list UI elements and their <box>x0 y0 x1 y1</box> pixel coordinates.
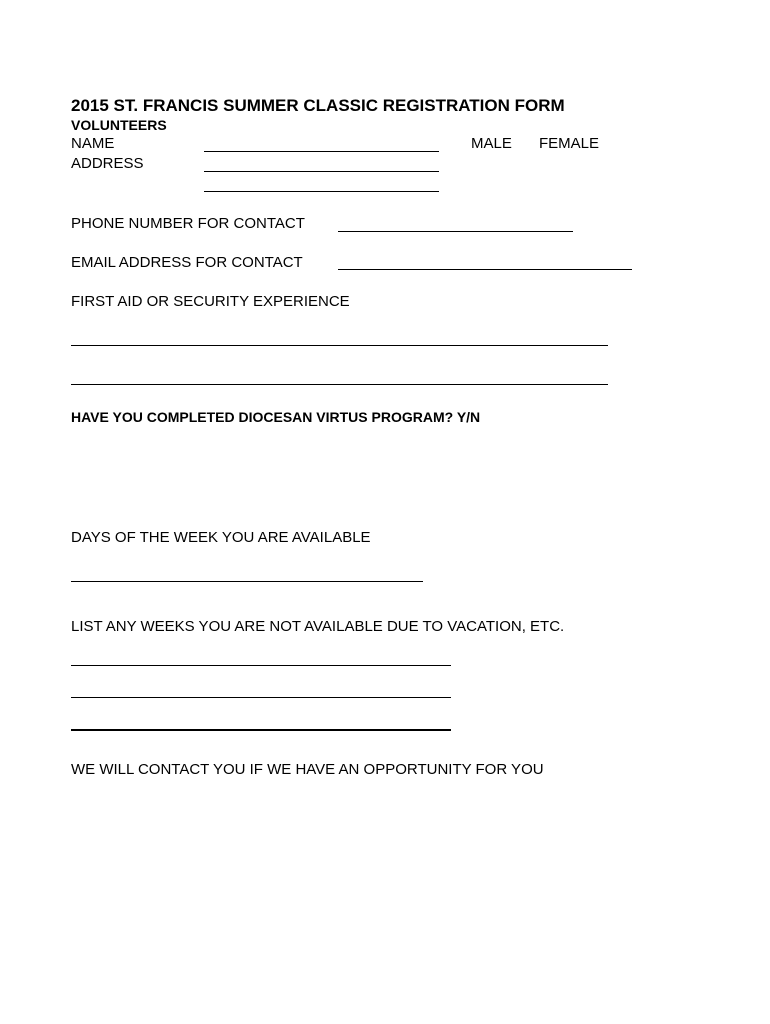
weeks-unavailable-field-line-2[interactable] <box>71 697 451 698</box>
email-label: EMAIL ADDRESS FOR CONTACT <box>71 254 303 271</box>
phone-label: PHONE NUMBER FOR CONTACT <box>71 215 305 232</box>
address-field-line-2[interactable] <box>204 191 439 192</box>
virtus-question: HAVE YOU COMPLETED DIOCESAN VIRTUS PROGRAM? Y/N <box>71 409 481 425</box>
form-title: 2015 ST. FRANCIS SUMMER CLASSIC REGISTRATION FORM <box>71 96 565 115</box>
weeks-unavailable-field-line-3[interactable] <box>71 729 451 731</box>
address-label: ADDRESS <box>71 155 144 172</box>
first-aid-field-line-2[interactable] <box>71 384 608 385</box>
email-field[interactable] <box>338 269 632 270</box>
volunteers-heading: VOLUNTEERS <box>71 117 167 133</box>
male-option[interactable]: MALE <box>471 135 512 152</box>
weeks-unavailable-field-line-1[interactable] <box>71 665 451 666</box>
closing-note: WE WILL CONTACT YOU IF WE HAVE AN OPPORTUNITY FOR YOU <box>71 761 544 778</box>
name-field[interactable] <box>204 151 439 152</box>
weeks-unavailable-label: LIST ANY WEEKS YOU ARE NOT AVAILABLE DUE TO VACATION, ETC. <box>71 618 565 635</box>
first-aid-field-line-1[interactable] <box>71 345 608 346</box>
days-available-label: DAYS OF THE WEEK YOU ARE AVAILABLE <box>71 529 371 546</box>
days-available-field[interactable] <box>71 581 423 582</box>
address-field-line-1[interactable] <box>204 171 439 172</box>
female-option[interactable]: FEMALE <box>539 135 600 152</box>
phone-field[interactable] <box>338 231 573 232</box>
first-aid-label: FIRST AID OR SECURITY EXPERIENCE <box>71 293 350 310</box>
name-label: NAME <box>71 135 115 152</box>
